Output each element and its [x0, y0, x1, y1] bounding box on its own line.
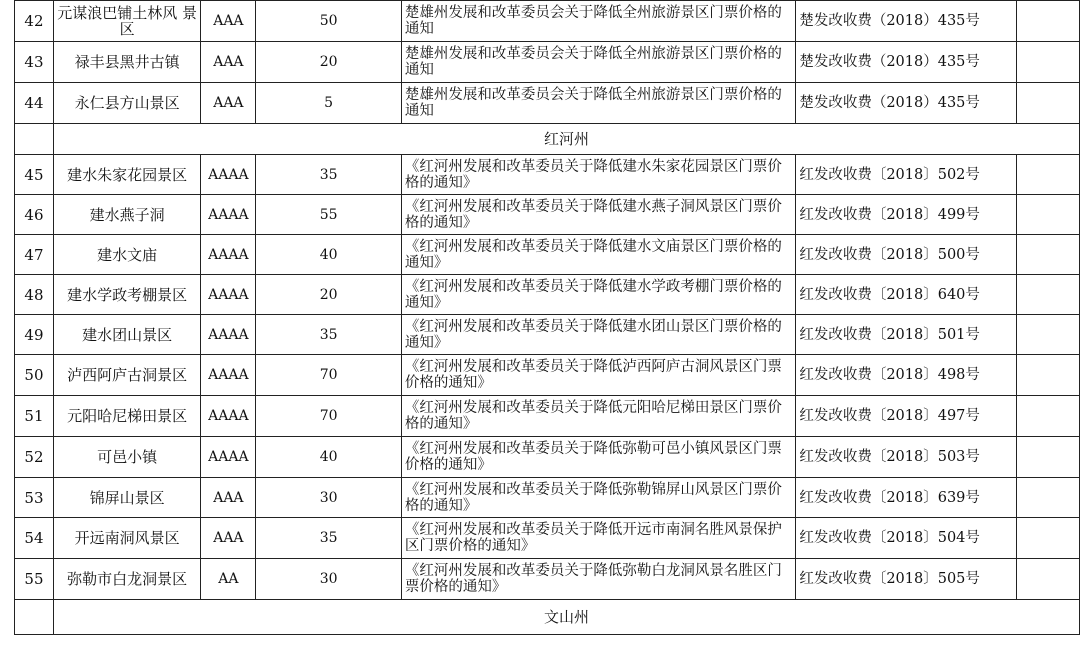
table-row: [15, 315, 1080, 355]
ticket-price: 50: [256, 1, 401, 42]
notice-title: 《红河州发展和改革委员关于降低弥勒锦屏山风景区门票价格的通知》: [401, 478, 795, 518]
remarks-cell: [1017, 275, 1080, 315]
row-number: 52: [15, 437, 54, 478]
scenic-level: AAA: [201, 518, 256, 559]
scenic-level: AAA: [201, 1, 256, 42]
remarks-cell: [1017, 355, 1080, 396]
document-number: 红发改收费〔2018〕498号: [796, 355, 1017, 396]
scenic-level: AAAA: [201, 437, 256, 478]
remarks-cell: [1017, 83, 1080, 124]
row-number: 44: [15, 83, 54, 124]
scenic-price-table: [14, 0, 1080, 635]
scenic-level: AAA: [201, 83, 256, 124]
scenic-level: AAAA: [201, 275, 256, 315]
table-row: [15, 1, 1080, 42]
scenic-spot-name: 元谋浪巴铺土林风 景区: [53, 1, 200, 42]
scenic-level: AAAA: [201, 155, 256, 195]
remarks-cell: [1017, 518, 1080, 559]
table-row: [15, 478, 1080, 518]
remarks-cell: [1017, 396, 1080, 437]
section-blank-cell: [15, 600, 54, 635]
ticket-price: 70: [256, 355, 401, 396]
remarks-cell: [1017, 155, 1080, 195]
remarks-cell: [1017, 42, 1080, 83]
ticket-price: 55: [256, 195, 401, 235]
row-number: 54: [15, 518, 54, 559]
table-row: [15, 83, 1080, 124]
document-number: 红发改收费〔2018〕500号: [796, 235, 1017, 275]
ticket-price: 5: [256, 83, 401, 124]
table-row: [15, 437, 1080, 478]
ticket-price: 30: [256, 478, 401, 518]
scenic-spot-name: 可邑小镇: [53, 437, 200, 478]
document-number: 红发改收费〔2018〕499号: [796, 195, 1017, 235]
document-number: 红发改收费〔2018〕504号: [796, 518, 1017, 559]
table-row: [15, 559, 1080, 600]
table-row: [15, 396, 1080, 437]
document-number: 红发改收费〔2018〕505号: [796, 559, 1017, 600]
remarks-cell: [1017, 559, 1080, 600]
row-number: 53: [15, 478, 54, 518]
scenic-spot-name: 建水朱家花园景区: [53, 155, 200, 195]
section-row: [15, 600, 1080, 635]
document-number: 楚发改收费（2018）435号: [796, 42, 1017, 83]
scenic-spot-name: 建水团山景区: [53, 315, 200, 355]
scenic-level: AAA: [201, 42, 256, 83]
scenic-spot-name: 永仁县方山景区: [53, 83, 200, 124]
notice-title: 《红河州发展和改革委员关于降低建水学政考棚门票价格的通知》: [401, 275, 795, 315]
notice-title: 《红河州发展和改革委员关于降低建水团山景区门票价格的通知》: [401, 315, 795, 355]
document-number: 红发改收费〔2018〕639号: [796, 478, 1017, 518]
scenic-level: AA: [201, 559, 256, 600]
remarks-cell: [1017, 195, 1080, 235]
notice-title: 《红河州发展和改革委员关于降低弥勒可邑小镇风景区门票价格的通知》: [401, 437, 795, 478]
remarks-cell: [1017, 1, 1080, 42]
document-number: 楚发改收费（2018）435号: [796, 83, 1017, 124]
row-number: 43: [15, 42, 54, 83]
section-title: 红河州: [53, 124, 1079, 155]
section-title: 文山州: [53, 600, 1079, 635]
table-row: [15, 275, 1080, 315]
document-number: 楚发改收费（2018）435号: [796, 1, 1017, 42]
ticket-price: 35: [256, 518, 401, 559]
ticket-price: 35: [256, 315, 401, 355]
scenic-level: AAAA: [201, 315, 256, 355]
scenic-level: AAAA: [201, 355, 256, 396]
scenic-level: AAA: [201, 478, 256, 518]
notice-title: 《红河州发展和改革委员关于降低建水朱家花园景区门票价格的通知》: [401, 155, 795, 195]
remarks-cell: [1017, 437, 1080, 478]
ticket-price: 40: [256, 437, 401, 478]
scenic-level: AAAA: [201, 396, 256, 437]
table-row: [15, 42, 1080, 83]
scenic-spot-name: 泸西阿庐古洞景区: [53, 355, 200, 396]
scenic-spot-name: 建水燕子洞: [53, 195, 200, 235]
notice-title: 《红河州发展和改革委员关于降低泸西阿庐古洞风景区门票价格的通知》: [401, 355, 795, 396]
scenic-spot-name: 元阳哈尼梯田景区: [53, 396, 200, 437]
table-row: [15, 195, 1080, 235]
table-row: [15, 155, 1080, 195]
row-number: 45: [15, 155, 54, 195]
document-number: 红发改收费〔2018〕501号: [796, 315, 1017, 355]
scenic-level: AAAA: [201, 235, 256, 275]
remarks-cell: [1017, 478, 1080, 518]
ticket-price: 35: [256, 155, 401, 195]
row-number: 51: [15, 396, 54, 437]
scenic-spot-name: 禄丰县黑井古镇: [53, 42, 200, 83]
notice-title: 《红河州发展和改革委员关于降低建水文庙景区门票价格的通知》: [401, 235, 795, 275]
document-number: 红发改收费〔2018〕503号: [796, 437, 1017, 478]
row-number: 46: [15, 195, 54, 235]
row-number: 49: [15, 315, 54, 355]
row-number: 42: [15, 1, 54, 42]
table-row: [15, 235, 1080, 275]
scenic-spot-name: 弥勒市白龙洞景区: [53, 559, 200, 600]
row-number: 47: [15, 235, 54, 275]
notice-title: 《红河州发展和改革委员关于降低弥勒白龙洞风景名胜区门票价格的通知》: [401, 559, 795, 600]
document-number: 红发改收费〔2018〕640号: [796, 275, 1017, 315]
notice-title: 《红河州发展和改革委员关于降低建水燕子洞风景区门票价格的通知》: [401, 195, 795, 235]
remarks-cell: [1017, 315, 1080, 355]
ticket-price: 40: [256, 235, 401, 275]
document-number: 红发改收费〔2018〕497号: [796, 396, 1017, 437]
notice-title: 《红河州发展和改革委员关于降低开远市南洞名胜风景保护区门票价格的通知》: [401, 518, 795, 559]
ticket-price: 30: [256, 559, 401, 600]
scenic-spot-name: 锦屏山景区: [53, 478, 200, 518]
section-row: [15, 124, 1080, 155]
scenic-spot-name: 开远南洞风景区: [53, 518, 200, 559]
table-row: [15, 518, 1080, 559]
document-number: 红发改收费〔2018〕502号: [796, 155, 1017, 195]
row-number: 50: [15, 355, 54, 396]
row-number: 48: [15, 275, 54, 315]
notice-title: 楚雄州发展和改革委员会关于降低全州旅游景区门票价格的通知: [401, 1, 795, 42]
scenic-spot-name: 建水文庙: [53, 235, 200, 275]
remarks-cell: [1017, 235, 1080, 275]
table-row: [15, 355, 1080, 396]
scenic-spot-name: 建水学政考棚景区: [53, 275, 200, 315]
row-number: 55: [15, 559, 54, 600]
notice-title: 楚雄州发展和改革委员会关于降低全州旅游景区门票价格的通知: [401, 42, 795, 83]
notice-title: 《红河州发展和改革委员关于降低元阳哈尼梯田景区门票价格的通知》: [401, 396, 795, 437]
scenic-level: AAAA: [201, 195, 256, 235]
ticket-price: 20: [256, 42, 401, 83]
ticket-price: 70: [256, 396, 401, 437]
notice-title: 楚雄州发展和改革委员会关于降低全州旅游景区门票价格的通知: [401, 83, 795, 124]
ticket-price: 20: [256, 275, 401, 315]
section-blank-cell: [15, 124, 54, 155]
